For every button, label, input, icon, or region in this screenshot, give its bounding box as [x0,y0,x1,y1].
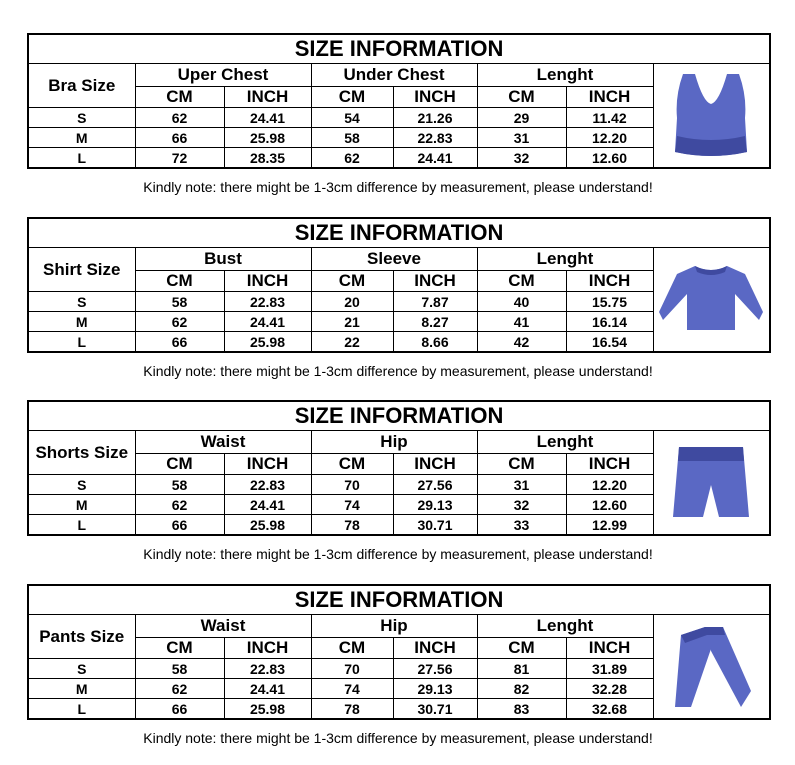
unit-header: CM [477,271,566,292]
row-size: L [28,515,135,536]
row-size: L [28,699,135,720]
group-header: Waist [135,615,311,638]
cell: 70 [311,659,393,679]
unit-header: INCH [566,87,653,108]
cell: 62 [135,679,224,699]
unit-header: CM [135,271,224,292]
cell: 27.56 [393,475,477,495]
cell: 78 [311,515,393,536]
cell: 16.54 [566,332,653,353]
product-image [653,615,770,720]
unit-header: INCH [566,638,653,659]
unit-header: CM [135,454,224,475]
leggings-icon [661,617,761,717]
cell: 66 [135,515,224,536]
cell: 24.41 [393,148,477,169]
cell: 25.98 [224,515,311,536]
row-size: L [28,148,135,169]
cell: 12.60 [566,495,653,515]
cell: 62 [311,148,393,169]
group-header: Lenght [477,431,653,454]
cell: 28.35 [224,148,311,169]
top-body [659,266,763,330]
cell: 66 [135,699,224,720]
cell: 22 [311,332,393,353]
cell: 21 [311,312,393,332]
cell: 62 [135,495,224,515]
cell: 12.99 [566,515,653,536]
group-header: Waist [135,431,311,454]
unit-header: CM [477,638,566,659]
cell: 25.98 [224,128,311,148]
cell: 81 [477,659,566,679]
cell: 58 [311,128,393,148]
group-header: Lenght [477,64,653,87]
shirt-size-table [27,217,771,353]
cell: 33 [477,515,566,536]
cell: 42 [477,332,566,353]
unit-header: INCH [224,87,311,108]
group-header: Bust [135,248,311,271]
product-image [653,431,770,536]
group-header: Hip [311,431,477,454]
unit-header: INCH [566,454,653,475]
group-header: Lenght [477,248,653,271]
unit-header: CM [477,454,566,475]
measurement-note: Kindly note: there might be 1-3cm difference by measurement, please understand! [143,730,653,746]
measurement-note: Kindly note: there might be 1-3cm difference by measurement, please understand! [143,179,653,195]
row-size: M [28,495,135,515]
bra-size-table [27,33,771,169]
cell: 30.71 [393,515,477,536]
cell: 12.20 [566,475,653,495]
cell: 41 [477,312,566,332]
measurement-note: Kindly note: there might be 1-3cm difference by measurement, please understand! [143,546,653,562]
cell: 72 [135,148,224,169]
cell: 8.27 [393,312,477,332]
table-title: SIZE INFORMATION [28,218,770,248]
cell: 29 [477,108,566,128]
row-size: S [28,475,135,495]
cell: 24.41 [224,108,311,128]
cell: 22.83 [224,475,311,495]
unit-header: CM [477,87,566,108]
cell: 22.83 [224,292,311,312]
cell: 24.41 [224,495,311,515]
cell: 22.83 [393,128,477,148]
shorts-waistband [678,447,744,461]
unit-header: INCH [224,271,311,292]
shorts-icon [661,433,761,533]
cell: 21.26 [393,108,477,128]
row-size: M [28,679,135,699]
cell: 40 [477,292,566,312]
unit-header: CM [311,638,393,659]
cell: 16.14 [566,312,653,332]
cell: 22.83 [224,659,311,679]
cell: 31.89 [566,659,653,679]
group-header: Under Chest [311,64,477,87]
cell: 70 [311,475,393,495]
cell: 8.66 [393,332,477,353]
sports-bra-icon [663,66,759,166]
cell: 31 [477,128,566,148]
group-header: Sleeve [311,248,477,271]
row-size: S [28,659,135,679]
cell: 83 [477,699,566,720]
cell: 32 [477,148,566,169]
cell: 82 [477,679,566,699]
measurement-note: Kindly note: there might be 1-3cm difference by measurement, please understand! [143,363,653,379]
cell: 12.60 [566,148,653,169]
size-label: Shirt Size [28,248,135,292]
cell: 25.98 [224,332,311,353]
long-sleeve-top-icon [655,250,767,350]
unit-header: INCH [393,271,477,292]
group-header: Uper Chest [135,64,311,87]
table-title: SIZE INFORMATION [28,401,770,431]
table-title: SIZE INFORMATION [28,34,770,64]
cell: 58 [135,475,224,495]
cell: 32 [477,495,566,515]
cell: 58 [135,292,224,312]
cell: 54 [311,108,393,128]
row-size: S [28,108,135,128]
row-size: S [28,292,135,312]
size-label: Bra Size [28,64,135,108]
size-label: Shorts Size [28,431,135,475]
group-header: Hip [311,615,477,638]
group-header: Lenght [477,615,653,638]
cell: 12.20 [566,128,653,148]
row-size: M [28,312,135,332]
unit-header: INCH [393,87,477,108]
row-size: M [28,128,135,148]
cell: 24.41 [224,312,311,332]
cell: 62 [135,108,224,128]
product-image [653,64,770,169]
shorts-size-table [27,400,771,536]
cell: 58 [135,659,224,679]
cell: 29.13 [393,679,477,699]
cell: 24.41 [224,679,311,699]
unit-header: CM [311,87,393,108]
cell: 27.56 [393,659,477,679]
unit-header: INCH [566,271,653,292]
cell: 74 [311,495,393,515]
cell: 62 [135,312,224,332]
cell: 32.28 [566,679,653,699]
cell: 32.68 [566,699,653,720]
cell: 7.87 [393,292,477,312]
cell: 11.42 [566,108,653,128]
unit-header: INCH [393,638,477,659]
cell: 66 [135,332,224,353]
cell: 31 [477,475,566,495]
cell: 25.98 [224,699,311,720]
cell: 29.13 [393,495,477,515]
table-title: SIZE INFORMATION [28,585,770,615]
unit-header: CM [135,87,224,108]
cell: 66 [135,128,224,148]
cell: 78 [311,699,393,720]
leggings-right-leg [705,627,751,707]
unit-header: INCH [393,454,477,475]
pants-size-table [27,584,771,720]
product-image [653,248,770,353]
unit-header: CM [135,638,224,659]
unit-header: CM [311,271,393,292]
unit-header: INCH [224,454,311,475]
cell: 20 [311,292,393,312]
cell: 74 [311,679,393,699]
cell: 30.71 [393,699,477,720]
cell: 15.75 [566,292,653,312]
unit-header: CM [311,454,393,475]
size-label: Pants Size [28,615,135,659]
unit-header: INCH [224,638,311,659]
row-size: L [28,332,135,353]
